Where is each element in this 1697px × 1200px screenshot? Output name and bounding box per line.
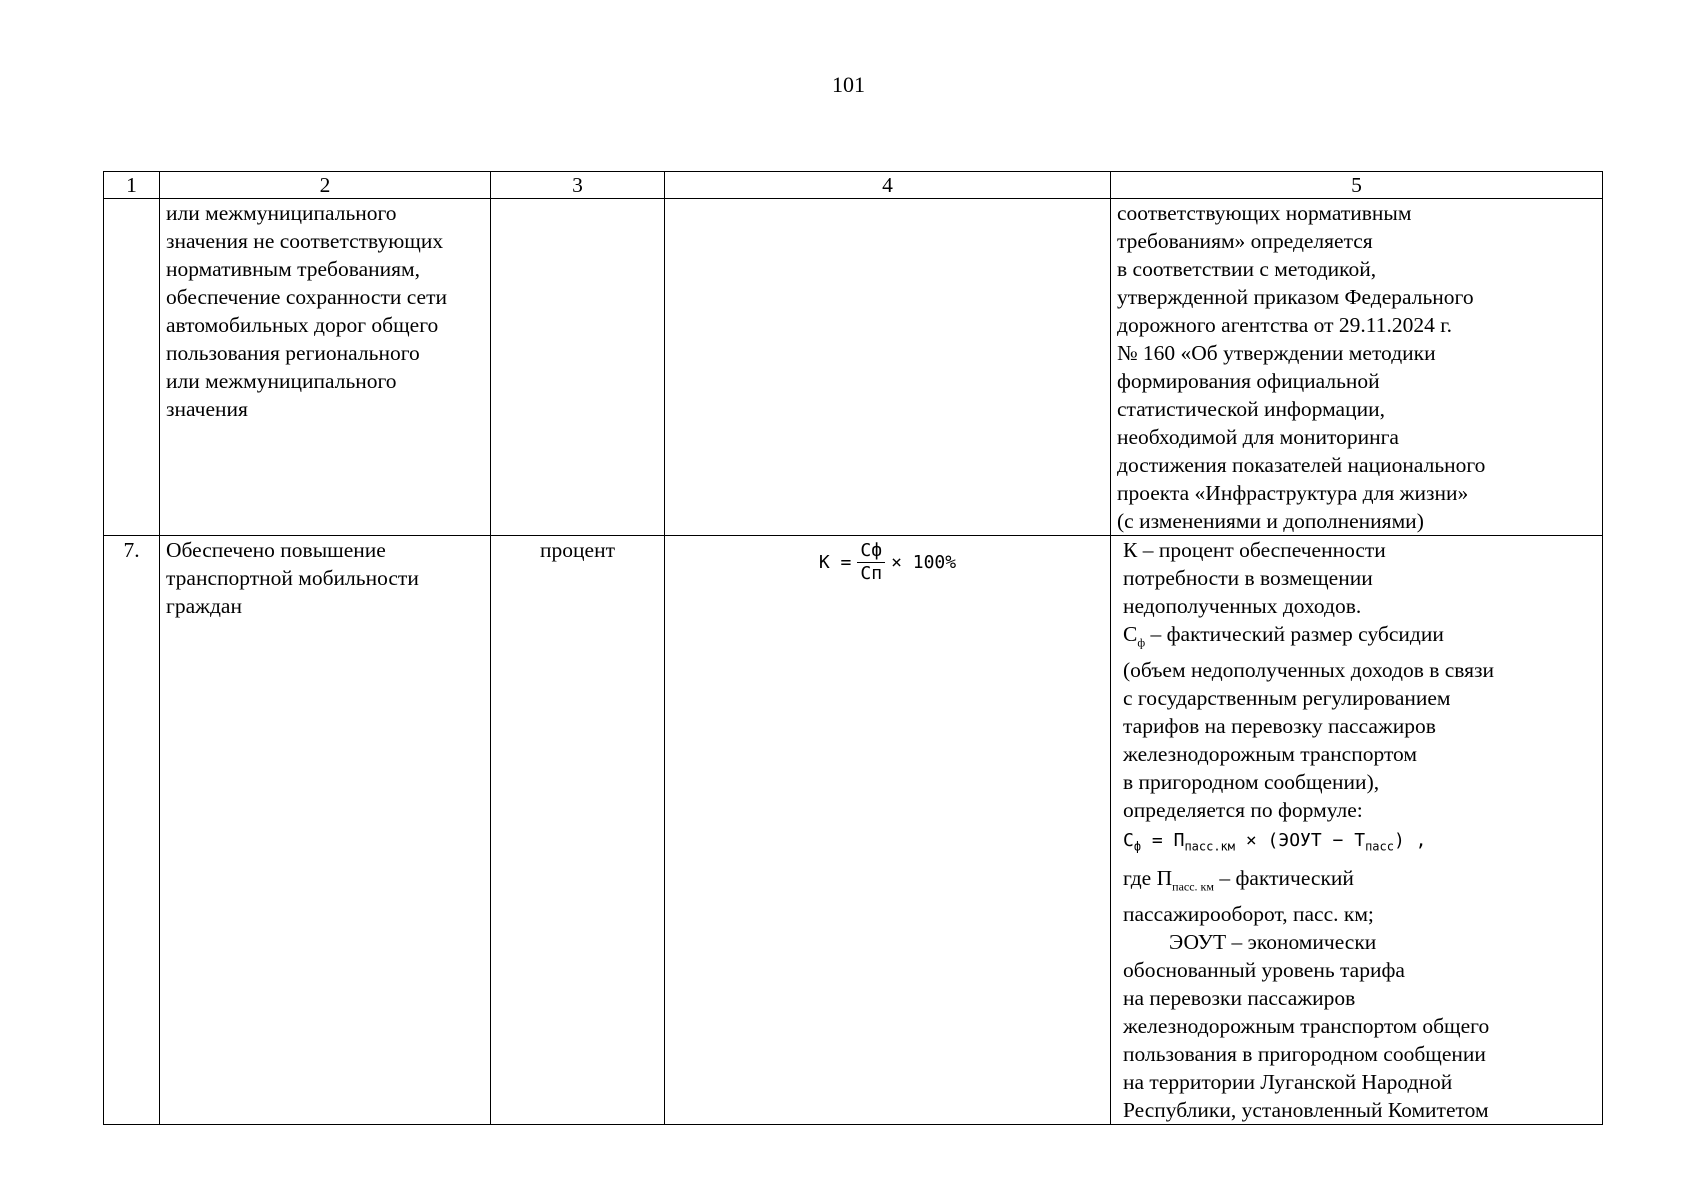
k-formula	[671, 540, 1104, 585]
f2-mid: × (ЭОУТ − Т	[1235, 830, 1366, 852]
table-row-continued	[104, 199, 1603, 536]
cont-col-4	[665, 199, 1111, 536]
cont-col-1	[104, 199, 160, 536]
f2-p-sub: пасс.км	[1184, 839, 1236, 854]
formula-lhs: К =	[818, 551, 852, 573]
header-col-2: 2	[160, 172, 491, 199]
header-col-4: 4	[665, 172, 1111, 199]
formula-fraction	[857, 540, 885, 585]
formula-rhs: × 100%	[891, 551, 957, 573]
p-prefix: где П	[1123, 865, 1173, 890]
header-col-3: 3	[491, 172, 665, 199]
header-col-1: 1	[104, 172, 160, 199]
p-subscript: пасс. км	[1172, 879, 1214, 894]
subsidy-formula	[1123, 824, 1596, 864]
f2-eq: = П	[1141, 830, 1185, 852]
p-definition-text: – фактический пассажирооборот, пасс. км;	[1123, 865, 1374, 927]
methodology-cell	[1111, 536, 1603, 1125]
k-definition: К – процент обеспеченности потребности в возмещении недополученных доходов.	[1123, 538, 1386, 618]
indicator-name: Обеспечено повышение транспортной мобильности граждан	[160, 536, 491, 1125]
f2-t-sub: пасс	[1365, 839, 1394, 854]
f2-c: С	[1123, 830, 1134, 852]
p-definition	[1123, 864, 1596, 928]
f2-c-sub: ф	[1133, 839, 1142, 854]
c-definition	[1123, 620, 1596, 824]
table-header-row	[104, 172, 1603, 199]
table-row-7	[104, 536, 1603, 1125]
c-subscript: ф	[1137, 635, 1146, 650]
c-definition-text: – фактический размер субсидии (объем недополученных доходов в связи с государственным регулированием тарифов на перевозку пассажиров железнодорожным транспортом в пригородном сообщении), определяется по формуле:	[1123, 622, 1495, 823]
cont-methodology: соответствующих нормативным требованиям» определяется в соответствии с методикой, утвержденной приказом Федерального дорожного агентства от 29.11.2024 г. № 160 «Об утверждении методики формирования официальной статистической информации, необходимой для мониторинга достижения показателей национального проекта «Инфраструктура для жизни» (с изменениями и дополнениями)	[1111, 199, 1603, 536]
formula-numerator: Сф	[857, 540, 885, 563]
c-symbol: С	[1123, 622, 1138, 646]
indicator-table	[103, 171, 1603, 1125]
unit-of-measure: процент	[491, 536, 665, 1125]
row-number: 7.	[104, 536, 160, 1125]
page-number: 101	[832, 72, 865, 97]
f2-end: ) ,	[1393, 830, 1427, 852]
header-col-5: 5	[1111, 172, 1603, 199]
eout-definition: обоснованный уровень тарифа на перевозки пассажиров железнодорожным транспортом общего пользования в пригородном сообщении на территории Луганской Народной Республики, установленный Комитетом	[1123, 958, 1490, 1123]
eout-heading: ЭОУТ – экономически	[1169, 930, 1377, 955]
cont-col-3	[491, 199, 665, 536]
formula-cell	[665, 536, 1111, 1125]
cont-indicator-name: или межмуниципального значения не соответствующих нормативным требованиям, обеспечение сохранности сети автомобильных дорог общего пользования регионального или межмуниципального значения	[160, 199, 491, 536]
formula-denominator: Сп	[860, 563, 883, 584]
